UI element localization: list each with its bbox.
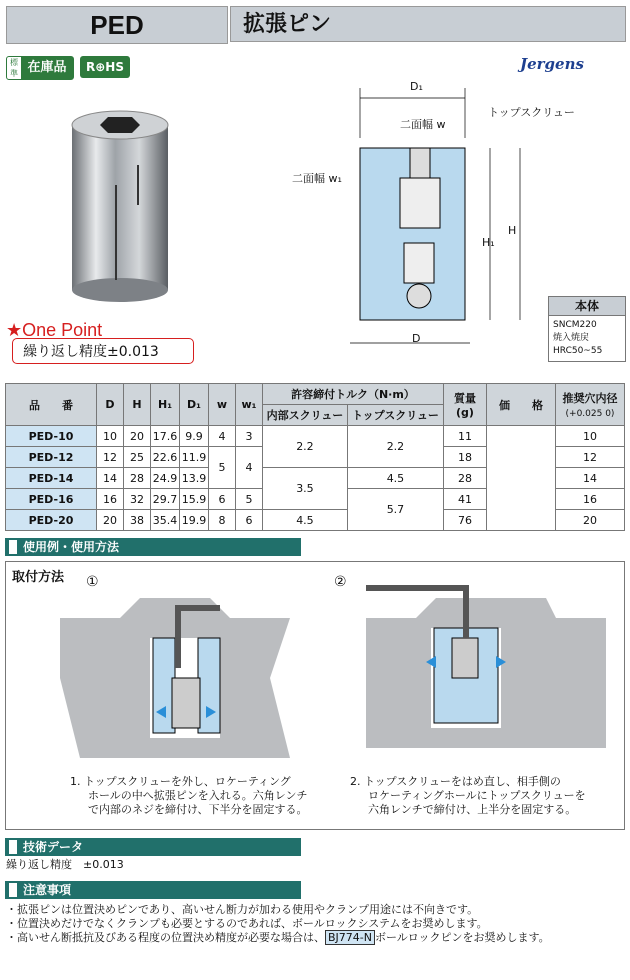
cell: 16 (97, 489, 124, 510)
cell: 13.9 (180, 468, 209, 489)
cell: 28 (444, 468, 487, 489)
th-torque: 許容締付トルク（N·m） (263, 384, 444, 405)
th-part: 品 番 (6, 384, 97, 426)
material-body (548, 316, 626, 362)
step1-illustration (60, 598, 310, 758)
step1-text (70, 775, 308, 817)
part-number: PED-10 (6, 426, 97, 447)
one-point (6, 320, 196, 366)
tech-section-title: 技術データ (23, 840, 84, 854)
cell: 5.7 (347, 489, 443, 531)
cell: 5 (209, 447, 236, 489)
cell: 15.9 (180, 489, 209, 510)
th-price: 価 格 (487, 384, 556, 426)
cell: 2.2 (347, 426, 443, 468)
material-line: HRC50~55 (553, 346, 603, 356)
part-number: PED-12 (6, 447, 97, 468)
cell: 12 (556, 447, 625, 468)
part-number: PED-16 (6, 489, 97, 510)
cell: 11 (444, 426, 487, 447)
step1-line: で内部のネジを締付け、下半分を固定する。 (88, 803, 308, 816)
th-w1: w₁ (236, 384, 263, 426)
brand-logo: Jergens (520, 55, 584, 73)
material-line: 焼入焼戻 (553, 333, 590, 343)
cell: 20 (124, 426, 151, 447)
catalog-reference-link[interactable]: BJ774-N (325, 930, 375, 945)
step2-line: 2. トップスクリューをはめ直し、相手側の (350, 775, 561, 788)
cell: 10 (97, 426, 124, 447)
material-box (548, 296, 626, 362)
cell: 10 (556, 426, 625, 447)
cell: 8 (209, 510, 236, 531)
cell: 12 (97, 447, 124, 468)
th-top: トップスクリュー (347, 405, 443, 426)
th-d1: D₁ (180, 384, 209, 426)
cell: 4.5 (263, 510, 348, 531)
cell: 20 (556, 510, 625, 531)
product-code: PED (6, 6, 228, 44)
stock-label: 在庫品 (21, 57, 73, 79)
cell: 25 (124, 447, 151, 468)
std-small-label: 標準 (10, 58, 18, 78)
cell: 32 (124, 489, 151, 510)
cell: 4 (209, 426, 236, 447)
cell: 9.9 (180, 426, 209, 447)
material-header: 本体 (548, 296, 626, 316)
cell: 6 (209, 489, 236, 510)
th-hole-tol: (+0.025 0) (565, 409, 615, 419)
step2-number: ② (334, 574, 347, 590)
step1-line: 1. トップスクリューを外し、ロケーティング (70, 775, 291, 788)
th-h: H (124, 384, 151, 426)
cell: 4 (236, 447, 263, 489)
spec-table (5, 383, 625, 531)
cell: 29.7 (151, 489, 180, 510)
product-photo (60, 105, 180, 305)
product-name: 拡張ピン (230, 6, 626, 42)
usage-section-title: 使用例・使用方法 (23, 540, 120, 554)
label-h: H (508, 224, 517, 237)
label-h1: H₁ (482, 236, 495, 249)
rohs-badge: R⊕HS (80, 56, 130, 78)
cell: 17.6 (151, 426, 180, 447)
cell: 6 (236, 510, 263, 531)
page-header (0, 0, 630, 46)
caution-section-header (5, 881, 301, 899)
th-mass-label: 質量 (454, 392, 476, 405)
caution-line: ・位置決めだけでなくクランプも必要とするのであれば、ボールロックシステムをお奨めします。 (6, 917, 488, 930)
part-number: PED-14 (6, 468, 97, 489)
step1-number: ① (86, 574, 99, 590)
tech-label: 繰り返し精度 (6, 858, 72, 871)
caution-section-title: 注意事項 (23, 883, 72, 897)
one-point-text: 繰り返し精度±0.013 (12, 338, 194, 364)
price-cell (487, 426, 556, 531)
th-hole (556, 384, 625, 426)
th-d: D (97, 384, 124, 426)
cell: 35.4 (151, 510, 180, 531)
usage-section-header (5, 538, 301, 556)
cell: 38 (124, 510, 151, 531)
label-d: D (412, 332, 421, 345)
caution-line (6, 931, 626, 945)
table-row (6, 426, 625, 447)
caution-line-post: ボールロックピンをお奨めします。 (374, 931, 550, 944)
step2-illustration (366, 578, 606, 758)
cell: 14 (97, 468, 124, 489)
usage-title: 取付方法 (12, 570, 65, 585)
cell: 4.5 (347, 468, 443, 489)
label-d1: D₁ (410, 80, 423, 93)
th-mass (444, 384, 487, 426)
caution-line-pre: ・高いせん断抵抗及びある程度の位置決め精度が必要な場合は、 (6, 931, 325, 944)
tech-data-row (6, 858, 124, 872)
cell: 76 (444, 510, 487, 531)
tech-value: ±0.013 (83, 858, 124, 871)
th-hole-label: 推奨穴内径 (562, 392, 618, 405)
step1-line: ホールの中へ拡張ピンを入れる。六角レンチ (88, 789, 308, 802)
step2-text (350, 775, 586, 817)
label-top-screw: トップスクリュー (488, 106, 575, 119)
cell: 19.9 (180, 510, 209, 531)
th-w: w (209, 384, 236, 426)
cell: 3 (236, 426, 263, 447)
cell: 2.2 (263, 426, 348, 468)
part-number: PED-20 (6, 510, 97, 531)
cell: 3.5 (263, 468, 348, 510)
label-w: 二面幅 w (400, 118, 446, 131)
cell: 14 (556, 468, 625, 489)
cell: 18 (444, 447, 487, 468)
th-h1: H₁ (151, 384, 180, 426)
cell: 11.9 (180, 447, 209, 468)
material-line: SNCM220 (553, 320, 597, 330)
one-point-title: ★One Point (6, 320, 103, 340)
caution-line: ・拡張ピンは位置決めピンであり、高いせん断力が加わる使用やクランプ用途には不向きです。 (6, 903, 479, 916)
cell: 16 (556, 489, 625, 510)
stock-badge (6, 56, 74, 80)
th-mass-unit: (g) (456, 406, 474, 419)
cell: 5 (236, 489, 263, 510)
cell: 28 (124, 468, 151, 489)
caution-list (6, 903, 626, 945)
cell: 20 (97, 510, 124, 531)
cell: 24.9 (151, 468, 180, 489)
tech-section-header (5, 838, 301, 856)
cell: 22.6 (151, 447, 180, 468)
th-inner: 内部スクリュー (263, 405, 348, 426)
label-w1: 二面幅 w₁ (292, 172, 342, 185)
cell: 41 (444, 489, 487, 510)
step2-line: ロケーティングホールにトップスクリューを (368, 789, 586, 802)
step2-line: 六角レンチで締付け、上半分を固定する。 (368, 803, 577, 816)
